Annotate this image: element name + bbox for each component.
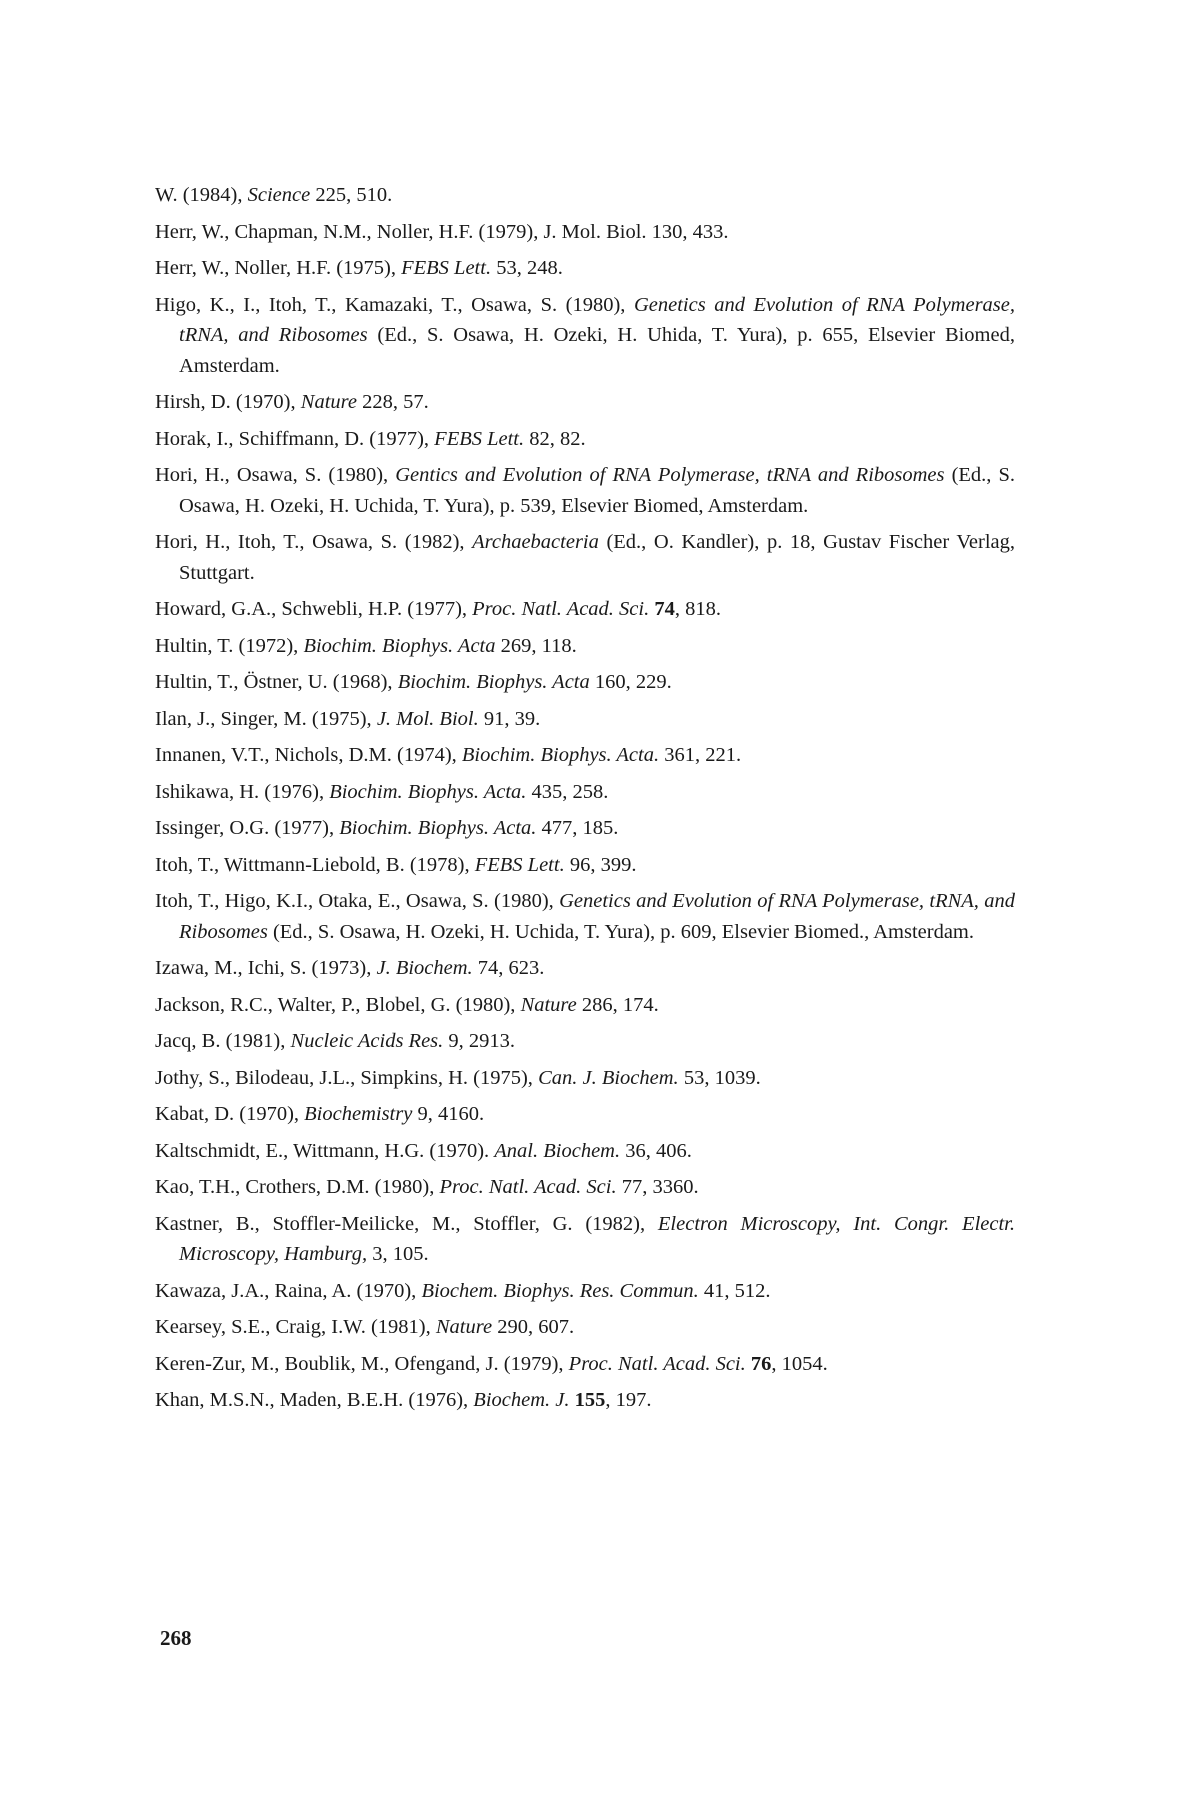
reference-text: 477, 185.	[536, 817, 619, 839]
reference-text: Jothy, S., Bilodeau, J.L., Simpkins, H. (1975),	[155, 1066, 539, 1089]
reference-text: Horak, I., Schiffmann, D. (1977),	[155, 427, 435, 450]
reference-entry	[155, 953, 1015, 984]
reference-entry	[155, 1026, 1015, 1057]
reference-entry	[155, 667, 1015, 698]
reference-entry	[155, 1276, 1015, 1307]
reference-text: , 197.	[605, 1389, 652, 1411]
reference-text: Kawaza, J.A., Raina, A. (1970),	[155, 1279, 422, 1302]
page-number: 268	[160, 1626, 192, 1650]
reference-text: Herr, W., Noller, H.F. (1975),	[155, 257, 402, 279]
reference-text: Jackson, R.C., Walter, P., Blobel, G. (1980),	[155, 993, 521, 1016]
reference-text: , 818.	[674, 598, 721, 620]
reference-text: 82, 82.	[524, 427, 586, 450]
reference-entry	[155, 290, 1015, 382]
reference-entry	[155, 253, 1015, 284]
reference-entry	[155, 527, 1015, 588]
reference-text: Hultin, T., Östner, U. (1968),	[155, 671, 398, 693]
reference-entry	[155, 180, 1015, 211]
reference-source-title: FEBS Lett.	[401, 257, 492, 279]
reference-text: 290, 607.	[492, 1316, 575, 1338]
reference-text: Kearsey, S.E., Craig, I.W. (1981),	[155, 1316, 436, 1338]
reference-text: 9, 4160.	[412, 1103, 485, 1125]
reference-text: 3, 105.	[367, 1243, 429, 1265]
reference-text: 9, 2913.	[443, 1030, 516, 1052]
reference-text: 74, 623.	[472, 957, 545, 979]
reference-text: , 1054.	[771, 1352, 828, 1375]
reference-text: Ilan, J., Singer, M. (1975),	[155, 707, 377, 730]
reference-text: 53, 248.	[491, 257, 563, 279]
reference-source-title: Can. J. Biochem.	[538, 1066, 679, 1089]
reference-text: Itoh, T., Higo, K.I., Otaka, E., Osawa, S. (1980),	[155, 890, 560, 912]
reference-text: 269, 118.	[495, 634, 577, 657]
reference-entry	[155, 1349, 1015, 1380]
reference-text: (Ed., O. Kandler), p. 18, Gustav Fischer Verlag, Stuttgart.	[179, 531, 1016, 584]
reference-entry	[155, 424, 1015, 455]
reference-source-title: Proc. Natl. Acad. Sci.	[568, 1352, 746, 1375]
reference-source-title: Gentics and Evolution of RNA Polymerase, tRNA and Ribosomes	[395, 464, 945, 486]
reference-source-title: FEBS Lett.	[474, 853, 565, 876]
reference-entry	[155, 813, 1015, 844]
reference-text: Izawa, M., Ichi, S. (1973),	[155, 957, 377, 979]
reference-source-title: Nature	[435, 1316, 493, 1338]
reference-text: Itoh, T., Wittmann-Liebold, B. (1978),	[155, 853, 475, 876]
reference-entry	[155, 631, 1015, 662]
reference-text: Jacq, B. (1981),	[155, 1030, 291, 1052]
reference-text: 77, 3360.	[616, 1176, 699, 1198]
reference-source-title: Nature	[520, 993, 577, 1016]
reference-entry	[155, 1312, 1015, 1343]
reference-text: W. (1984),	[155, 184, 248, 206]
reference-text: Innanen, V.T., Nichols, D.M. (1974),	[155, 744, 462, 766]
reference-text: Keren-Zur, M., Boublik, M., Ofengand, J. (1979),	[155, 1352, 569, 1375]
reference-source-title: Genetics and Evolution of RNA Polymerase, tRNA, and Ribosomes	[179, 293, 1015, 346]
reference-text: 228, 57.	[356, 391, 429, 413]
reference-source-title: Biochemistry	[304, 1103, 413, 1125]
reference-entry	[155, 217, 1015, 248]
reference-entry	[155, 387, 1015, 418]
reference-text: 53, 1039.	[678, 1066, 761, 1089]
reference-text: 96, 399.	[564, 853, 637, 876]
reference-source-title: Biochim. Biophys. Acta.	[461, 744, 660, 766]
reference-entry	[155, 886, 1015, 947]
reference-entry	[155, 1136, 1015, 1167]
reference-source-title: FEBS Lett.	[434, 427, 525, 450]
reference-volume: 76	[750, 1352, 772, 1375]
reference-text: Hori, H., Itoh, T., Osawa, S. (1982),	[155, 531, 473, 553]
reference-entry	[155, 990, 1015, 1021]
reference-text: Hultin, T. (1972),	[155, 634, 304, 657]
reference-text: Kao, T.H., Crothers, D.M. (1980),	[155, 1176, 440, 1198]
reference-text: Ishikawa, H. (1976),	[155, 780, 330, 803]
reference-text: (Ed., S. Osawa, H. Ozeki, H. Uchida, T. Yura), p. 539, Elsevier Biomed, Amsterdam.	[179, 464, 1015, 517]
reference-list	[155, 180, 1015, 1422]
reference-volume: 74	[654, 598, 675, 620]
reference-text: (Ed., S. Osawa, H. Ozeki, H. Uhida, T. Yura), p. 655, Elsevier Biomed, Amsterdam.	[179, 324, 1015, 377]
reference-text: Kabat, D. (1970),	[155, 1103, 305, 1125]
reference-text: Higo, K., I., Itoh, T., Kamazaki, T., Osawa, S. (1980),	[155, 293, 634, 316]
reference-source-title: Genetics and Evolution of RNA Polymerase, tRNA, and Ribosomes	[179, 890, 1015, 943]
reference-text: 36, 406.	[620, 1139, 692, 1162]
reference-text: 41, 512.	[698, 1279, 771, 1302]
reference-source-title: Nature	[300, 391, 357, 413]
reference-entry	[155, 850, 1015, 881]
reference-entry	[155, 1385, 1015, 1416]
reference-source-title: Biochim. Biophys. Acta.	[329, 780, 527, 803]
reference-entry	[155, 460, 1015, 521]
reference-text: Kaltschmidt, E., Wittmann, H.G. (1970).	[155, 1139, 495, 1162]
reference-source-title: Biochim. Biophys. Acta.	[339, 817, 537, 839]
reference-entry	[155, 1209, 1015, 1270]
reference-source-title: J. Mol. Biol.	[376, 707, 479, 730]
reference-source-title: Biochim. Biophys. Acta	[303, 634, 496, 657]
reference-source-title: Electron Microscopy, Int. Congr. Electr. Microscopy, Hamburg,	[179, 1212, 1015, 1265]
reference-entry	[155, 704, 1015, 735]
reference-text: Hirsh, D. (1970),	[155, 391, 301, 413]
reference-text: 225, 510.	[310, 184, 393, 206]
reference-source-title: Proc. Natl. Acad. Sci.	[472, 598, 650, 620]
reference-entry	[155, 1099, 1015, 1130]
reference-entry	[155, 1172, 1015, 1203]
reference-entry	[155, 777, 1015, 808]
reference-source-title: Science	[247, 184, 311, 206]
reference-text: (Ed., S. Osawa, H. Ozeki, H. Uchida, T. Yura), p. 609, Elsevier Biomed., Amsterdam.	[267, 920, 974, 943]
reference-text: 91, 39.	[478, 707, 541, 730]
reference-source-title: J. Biochem.	[376, 957, 473, 979]
reference-text: Herr, W., Chapman, N.M., Noller, H.F. (1979), J. Mol. Biol. 130, 433.	[155, 220, 729, 243]
reference-source-title: Biochem. J.	[473, 1389, 570, 1411]
reference-source-title: Nucleic Acids Res.	[290, 1030, 444, 1052]
reference-source-title: Biochim. Biophys. Acta	[397, 671, 590, 693]
reference-text: 286, 174.	[576, 993, 659, 1016]
reference-text: Kastner, B., Stoffler-Meilicke, M., Stoffler, G. (1982),	[155, 1212, 658, 1235]
reference-text: Issinger, O.G. (1977),	[155, 817, 340, 839]
reference-text: 160, 229.	[589, 671, 672, 693]
reference-text: Hori, H., Osawa, S. (1980),	[155, 464, 396, 486]
reference-source-title: Biochem. Biophys. Res. Commun.	[421, 1279, 699, 1302]
reference-text: 361, 221.	[659, 744, 742, 766]
reference-text: 435, 258.	[526, 780, 609, 803]
reference-source-title: Anal. Biochem.	[494, 1139, 621, 1162]
reference-entry	[155, 1063, 1015, 1094]
reference-volume: 155	[574, 1389, 606, 1411]
reference-entry	[155, 740, 1015, 771]
reference-entry	[155, 594, 1015, 625]
reference-source-title: Archaebacteria	[472, 531, 599, 553]
reference-source-title: Proc. Natl. Acad. Sci.	[439, 1176, 617, 1198]
reference-text: Khan, M.S.N., Maden, B.E.H. (1976),	[155, 1389, 474, 1411]
reference-text: Howard, G.A., Schwebli, H.P. (1977),	[155, 598, 473, 620]
